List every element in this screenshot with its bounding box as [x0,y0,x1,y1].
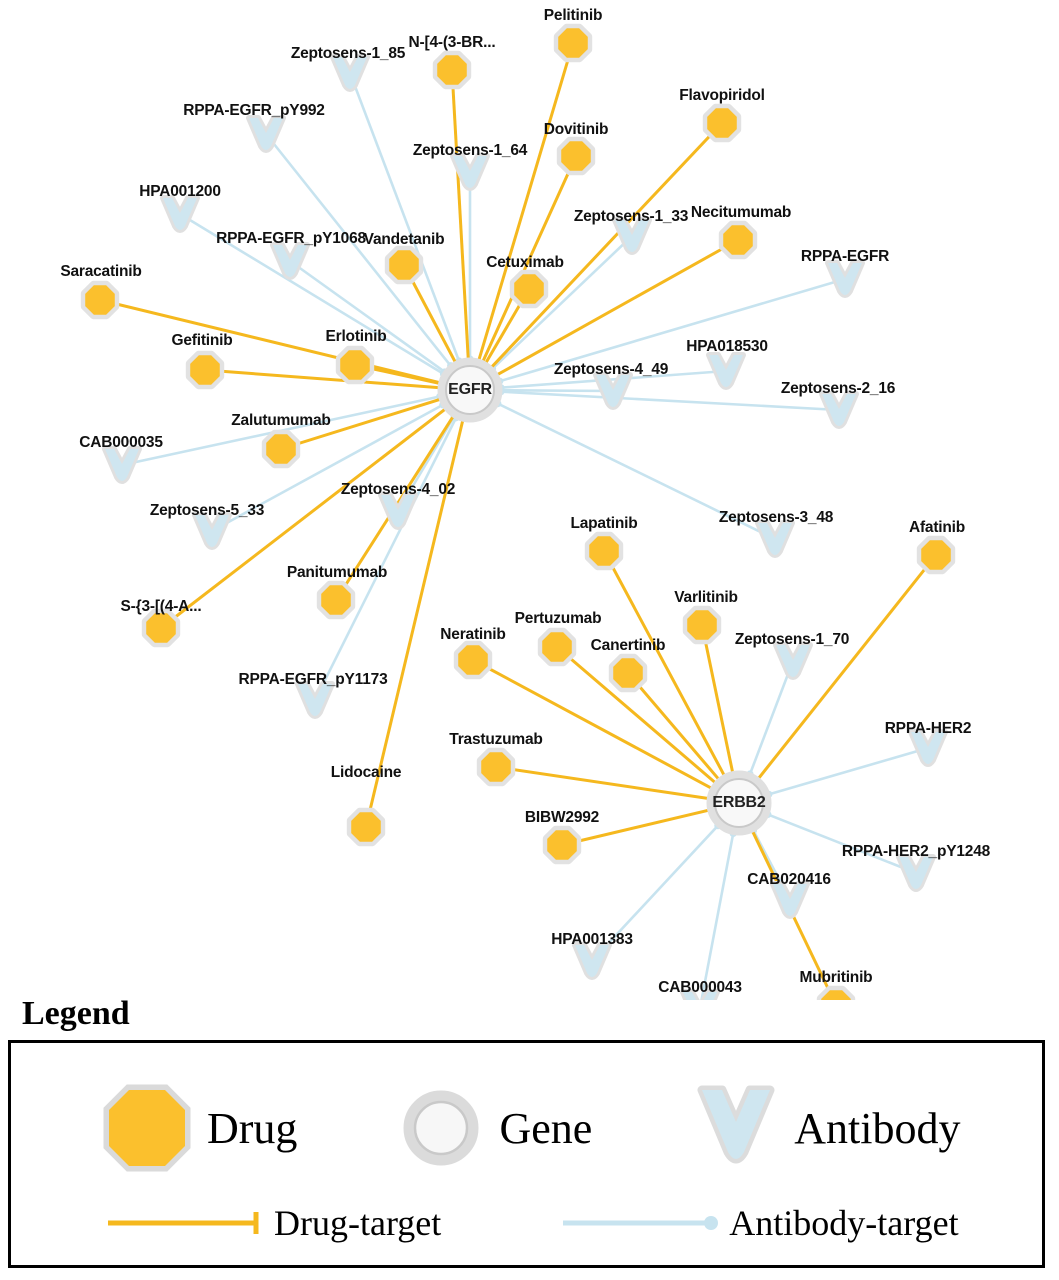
drug-node-label: Mubritinib [799,969,873,986]
drug-node[interactable] [388,249,419,280]
legend-antibody-target-label: Antibody-target [729,1203,959,1243]
antibody-node-label: CAB020416 [747,871,831,888]
drug-node-label: Necitumumab [690,204,792,221]
antibody-node[interactable] [828,263,862,295]
drug-node[interactable] [189,354,220,385]
antibody-node-label: HPA001200 [139,183,221,200]
antibody-node-label: RPPA-EGFR_pY992 [183,102,325,119]
drug-node-label: Vandetanib [363,231,445,248]
antibody-node[interactable] [249,118,283,150]
drug-node-label: Trastuzumab [449,731,543,748]
antibody-node[interactable] [822,394,856,426]
gene-node-label: EGFR [448,381,492,398]
drug-node-label: Pertuzumab [514,610,602,627]
antibody-node-label: RPPA-HER2 [884,720,972,737]
antibody-node-label: Zeptosens-2_16 [780,380,896,397]
drug-node-label: Pelitinib [543,7,603,24]
antibody-node[interactable] [709,355,743,387]
legend-title: Legend [22,995,130,1032]
drug-node-label: Dovitinib [543,121,609,138]
antibody-node-label: Zeptosens-4_02 [340,481,456,498]
drug-node-label: Erlotinib [325,328,387,345]
drug-icon [101,1082,193,1174]
drug-node-label: Neratinib [440,626,506,643]
drug-target-edge-icon [106,1208,266,1238]
antibody-node-label: RPPA-EGFR [800,248,890,265]
drug-node[interactable] [265,433,296,464]
legend-drug [101,1082,297,1174]
drug-node-label: Saracatinib [60,263,142,280]
drug-node[interactable] [920,539,951,570]
antibody-node-label: HPA018530 [686,338,768,355]
legend-gene-label: Gene [499,1103,593,1153]
antibody-node[interactable] [758,523,792,555]
drug-node-label: Varlitinib [674,589,738,606]
drug-node[interactable] [513,273,544,304]
drug-node[interactable] [436,54,467,85]
drug-node-label: S-{3-[(4-A... [120,598,202,615]
gene-icon [397,1084,485,1172]
antibody-node-label: Zeptosens-1_33 [573,208,689,225]
antibody-node-label: CAB000035 [79,434,163,451]
drug-node[interactable] [480,751,511,782]
legend-drug-target-label: Drug-target [274,1203,442,1243]
antibody-node-label: Zeptosens-1_70 [734,631,850,648]
drug-node[interactable] [706,107,737,138]
drug-node-label: Gefitinib [171,332,233,349]
drug-node[interactable] [339,349,370,380]
antibody-node[interactable] [575,945,609,977]
drug-node-label: Flavopiridol [679,87,765,104]
legend-antibody-label: Antibody [794,1103,961,1153]
drug-node-label: Afatinib [908,519,966,536]
legend-gene [397,1084,592,1172]
drug-node[interactable] [350,811,381,842]
drug-node[interactable] [457,644,488,675]
drug-node-label: N-[4-(3-BR... [408,34,496,51]
antibody-node-label: HPA001383 [551,931,633,948]
drug-node[interactable] [820,989,851,1000]
drug-node[interactable] [557,27,588,58]
legend-drug-label: Drug [207,1103,298,1153]
drug-node[interactable] [722,224,753,255]
legend-drug-target [106,1202,441,1244]
drug-node-label: Cetuximab [486,254,564,271]
antibody-node-label: RPPA-EGFR_pY1173 [238,671,388,688]
antibody-node-label: Zeptosens-1_85 [290,45,406,62]
antibody-node[interactable] [776,645,810,677]
drug-node-label: Zalutumumab [231,412,331,429]
drug-node-label: Panitumumab [286,564,388,581]
drug-node-label: BIBW2992 [524,809,600,826]
antibody-node[interactable] [163,198,197,230]
antibody-node-label: Zeptosens-4_49 [553,361,669,378]
drug-node[interactable] [541,631,572,662]
legend-antibody [692,1082,960,1174]
antibody-node-label: CAB000043 [658,979,742,996]
drug-node[interactable] [84,284,115,315]
antibody-node-label: Zeptosens-5_33 [149,502,265,519]
antibody-node-label: Zeptosens-3_48 [718,509,834,526]
antibody-node-label: Zeptosens-1_64 [412,142,528,159]
drug-node[interactable] [686,609,717,640]
drug-node[interactable] [145,612,176,643]
drug-node[interactable] [588,535,619,566]
antibody-node-label: RPPA-EGFR_pY1068 [216,230,366,247]
drug-node-label: Canertinib [590,637,666,654]
drug-node[interactable] [612,657,643,688]
drug-node[interactable] [546,829,577,860]
drug-node-label: Lidocaine [330,764,402,781]
antibody-target-edge-icon [561,1208,721,1238]
legend-edge-row [11,1193,1042,1253]
antibody-icon [692,1082,780,1174]
drug-node[interactable] [560,140,591,171]
legend-shape-row [11,1073,1042,1183]
drug-node[interactable] [320,584,351,615]
legend-antibody-target [561,1202,958,1244]
drug-node-label: Lapatinib [570,515,638,532]
antibody-node-label: RPPA-HER2_pY1248 [841,843,991,860]
legend-box [8,1040,1045,1268]
gene-node-label: ERBB2 [712,794,766,811]
antibody-node[interactable] [105,449,139,481]
antibody-node[interactable] [899,857,933,889]
